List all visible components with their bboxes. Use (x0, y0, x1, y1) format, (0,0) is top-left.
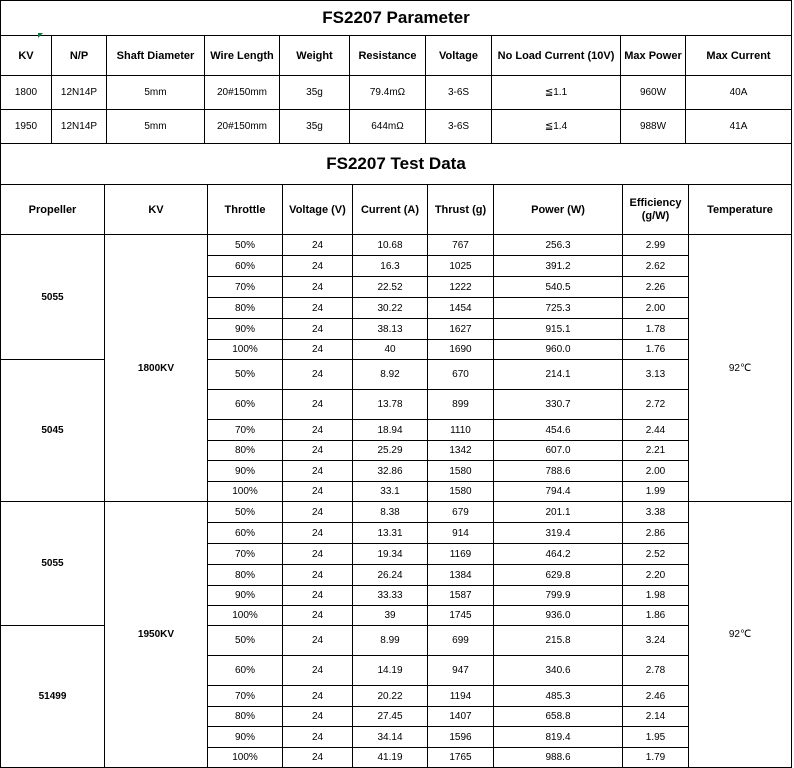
efficiency-cell: 2.44 (623, 420, 689, 441)
current-cell: 40 (353, 340, 428, 360)
voltage-cell: 24 (283, 360, 353, 390)
power-cell: 340.6 (494, 656, 623, 686)
efficiency-cell: 2.86 (623, 523, 689, 544)
voltage-cell: 24 (283, 277, 353, 298)
propeller-cell: 5045 (1, 360, 105, 502)
throttle-cell: 80% (208, 707, 283, 727)
voltage-cell: 24 (283, 319, 353, 340)
throttle-cell: 50% (208, 360, 283, 390)
table-cell: 41A (686, 110, 792, 144)
power-cell: 915.1 (494, 319, 623, 340)
table-cell: 3-6S (426, 76, 492, 110)
voltage-cell: 24 (283, 606, 353, 626)
current-cell: 33.33 (353, 586, 428, 606)
efficiency-cell: 1.98 (623, 586, 689, 606)
current-cell: 27.45 (353, 707, 428, 727)
efficiency-cell: 2.26 (623, 277, 689, 298)
current-cell: 19.34 (353, 544, 428, 565)
throttle-cell: 90% (208, 727, 283, 748)
throttle-cell: 60% (208, 256, 283, 277)
current-cell: 20.22 (353, 686, 428, 707)
throttle-cell: 90% (208, 461, 283, 482)
efficiency-cell: 3.24 (623, 626, 689, 656)
throttle-cell: 60% (208, 656, 283, 686)
throttle-cell: 70% (208, 686, 283, 707)
power-cell: 454.6 (494, 420, 623, 441)
table-cell: 35g (280, 110, 350, 144)
voltage-cell: 24 (283, 523, 353, 544)
table-cell: 20#150mm (205, 110, 280, 144)
header-voltage: Voltage (426, 36, 492, 76)
power-cell: 725.3 (494, 298, 623, 319)
voltage-cell: 24 (283, 256, 353, 277)
header-thrust: Thrust (g) (428, 185, 494, 235)
header-resistance: Resistance (350, 36, 426, 76)
throttle-cell: 100% (208, 340, 283, 360)
throttle-cell: 90% (208, 586, 283, 606)
current-cell: 39 (353, 606, 428, 626)
throttle-cell: 60% (208, 523, 283, 544)
thrust-cell: 1627 (428, 319, 494, 340)
thrust-cell: 1745 (428, 606, 494, 626)
power-cell: 256.3 (494, 235, 623, 256)
thrust-cell: 670 (428, 360, 494, 390)
voltage-cell: 24 (283, 748, 353, 768)
kv-cell: 1950KV (105, 502, 208, 768)
table-cell: 12N14P (52, 76, 107, 110)
table-cell: 3-6S (426, 110, 492, 144)
throttle-cell: 100% (208, 482, 283, 502)
header-power: Power (W) (494, 185, 623, 235)
efficiency-cell: 2.62 (623, 256, 689, 277)
propeller-cell: 5055 (1, 502, 105, 626)
header-no-load-current: No Load Current (10V) (492, 36, 621, 76)
temperature-cell: 92℃ (689, 502, 792, 768)
thrust-cell: 1580 (428, 461, 494, 482)
thrust-cell: 1454 (428, 298, 494, 319)
power-cell: 391.2 (494, 256, 623, 277)
power-cell: 788.6 (494, 461, 623, 482)
thrust-cell: 914 (428, 523, 494, 544)
throttle-cell: 50% (208, 235, 283, 256)
efficiency-cell: 2.99 (623, 235, 689, 256)
header-kv: KV (105, 185, 208, 235)
thrust-cell: 899 (428, 390, 494, 420)
thrust-cell: 679 (428, 502, 494, 523)
efficiency-cell: 2.46 (623, 686, 689, 707)
power-cell: 799.9 (494, 586, 623, 606)
thrust-cell: 1580 (428, 482, 494, 502)
power-cell: 607.0 (494, 441, 623, 461)
header-temperature: Temperature (689, 185, 792, 235)
parameter-row (1, 76, 792, 110)
efficiency-cell: 2.72 (623, 390, 689, 420)
thrust-cell: 1222 (428, 277, 494, 298)
current-cell: 33.1 (353, 482, 428, 502)
power-cell: 215.8 (494, 626, 623, 656)
throttle-cell: 60% (208, 390, 283, 420)
current-cell: 8.99 (353, 626, 428, 656)
header-max-power: Max Power (621, 36, 686, 76)
thrust-cell: 1194 (428, 686, 494, 707)
table-cell: 35g (280, 76, 350, 110)
test-table-title: FS2207 Test Data (1, 144, 792, 185)
thrust-cell: 1342 (428, 441, 494, 461)
cell-comment-marker (38, 33, 43, 38)
current-cell: 14.19 (353, 656, 428, 686)
current-cell: 26.24 (353, 565, 428, 586)
header-kv: KV (1, 36, 52, 76)
throttle-cell: 80% (208, 441, 283, 461)
throttle-cell: 80% (208, 298, 283, 319)
parameter-header-row (1, 36, 792, 76)
voltage-cell: 24 (283, 298, 353, 319)
voltage-cell: 24 (283, 235, 353, 256)
thrust-cell: 947 (428, 656, 494, 686)
voltage-cell: 24 (283, 656, 353, 686)
current-cell: 8.92 (353, 360, 428, 390)
test-data-table (0, 143, 792, 768)
voltage-cell: 24 (283, 686, 353, 707)
voltage-cell: 24 (283, 420, 353, 441)
power-cell: 330.7 (494, 390, 623, 420)
throttle-cell: 50% (208, 626, 283, 656)
propeller-cell: 51499 (1, 626, 105, 768)
efficiency-cell: 2.20 (623, 565, 689, 586)
table-cell: 5mm (107, 76, 205, 110)
efficiency-cell: 1.99 (623, 482, 689, 502)
efficiency-cell: 1.76 (623, 340, 689, 360)
table-cell: 5mm (107, 110, 205, 144)
voltage-cell: 24 (283, 340, 353, 360)
propeller-cell: 5055 (1, 235, 105, 360)
thrust-cell: 1587 (428, 586, 494, 606)
thrust-cell: 1025 (428, 256, 494, 277)
header-current: Current (A) (353, 185, 428, 235)
current-cell: 30.22 (353, 298, 428, 319)
throttle-cell: 80% (208, 565, 283, 586)
thrust-cell: 1596 (428, 727, 494, 748)
table-cell: 79.4mΩ (350, 76, 426, 110)
thrust-cell: 1169 (428, 544, 494, 565)
power-cell: 658.8 (494, 707, 623, 727)
power-cell: 214.1 (494, 360, 623, 390)
current-cell: 25.29 (353, 441, 428, 461)
table-row (1, 235, 792, 256)
temperature-cell: 92℃ (689, 235, 792, 502)
current-cell: 32.86 (353, 461, 428, 482)
voltage-cell: 24 (283, 565, 353, 586)
power-cell: 485.3 (494, 686, 623, 707)
table-cell: 960W (621, 76, 686, 110)
table-cell: 12N14P (52, 110, 107, 144)
thrust-cell: 699 (428, 626, 494, 656)
header-weight: Weight (280, 36, 350, 76)
thrust-cell: 1110 (428, 420, 494, 441)
current-cell: 8.38 (353, 502, 428, 523)
throttle-cell: 90% (208, 319, 283, 340)
thrust-cell: 1765 (428, 748, 494, 768)
parameter-row (1, 110, 792, 144)
voltage-cell: 24 (283, 390, 353, 420)
table-cell: 644mΩ (350, 110, 426, 144)
table-cell: 20#150mm (205, 76, 280, 110)
current-cell: 10.68 (353, 235, 428, 256)
efficiency-cell: 2.78 (623, 656, 689, 686)
power-cell: 794.4 (494, 482, 623, 502)
throttle-cell: 50% (208, 502, 283, 523)
header-np: N/P (52, 36, 107, 76)
header-efficiency: Efficiency (g/W) (623, 185, 689, 235)
efficiency-cell: 2.21 (623, 441, 689, 461)
header-wire-length: Wire Length (205, 36, 280, 76)
efficiency-cell: 2.00 (623, 461, 689, 482)
throttle-cell: 100% (208, 606, 283, 626)
power-cell: 988.6 (494, 748, 623, 768)
header-propeller: Propeller (1, 185, 105, 235)
current-cell: 38.13 (353, 319, 428, 340)
throttle-cell: 70% (208, 277, 283, 298)
table-cell: ≦1.4 (492, 110, 621, 144)
voltage-cell: 24 (283, 707, 353, 727)
efficiency-cell: 1.79 (623, 748, 689, 768)
header-shaft-diameter: Shaft Diameter (107, 36, 205, 76)
power-cell: 819.4 (494, 727, 623, 748)
table-cell: 988W (621, 110, 686, 144)
power-cell: 960.0 (494, 340, 623, 360)
efficiency-cell: 2.14 (623, 707, 689, 727)
efficiency-cell: 3.13 (623, 360, 689, 390)
current-cell: 34.14 (353, 727, 428, 748)
voltage-cell: 24 (283, 586, 353, 606)
thrust-cell: 1690 (428, 340, 494, 360)
efficiency-cell: 2.52 (623, 544, 689, 565)
current-cell: 41.19 (353, 748, 428, 768)
table-cell: ≦1.1 (492, 76, 621, 110)
table-cell: 40A (686, 76, 792, 110)
voltage-cell: 24 (283, 441, 353, 461)
test-header-row (1, 185, 792, 235)
power-cell: 936.0 (494, 606, 623, 626)
voltage-cell: 24 (283, 502, 353, 523)
kv-cell: 1800KV (105, 235, 208, 502)
table-row (1, 502, 792, 523)
header-voltage: Voltage (V) (283, 185, 353, 235)
parameter-table-title: FS2207 Parameter (1, 1, 792, 36)
current-cell: 13.78 (353, 390, 428, 420)
voltage-cell: 24 (283, 727, 353, 748)
thrust-cell: 767 (428, 235, 494, 256)
header-throttle: Throttle (208, 185, 283, 235)
efficiency-cell: 1.78 (623, 319, 689, 340)
voltage-cell: 24 (283, 626, 353, 656)
efficiency-cell: 2.00 (623, 298, 689, 319)
efficiency-cell: 1.86 (623, 606, 689, 626)
power-cell: 540.5 (494, 277, 623, 298)
current-cell: 16.3 (353, 256, 428, 277)
table-cell: 1950 (1, 110, 52, 144)
current-cell: 22.52 (353, 277, 428, 298)
throttle-cell: 100% (208, 748, 283, 768)
current-cell: 13.31 (353, 523, 428, 544)
efficiency-cell: 3.38 (623, 502, 689, 523)
voltage-cell: 24 (283, 544, 353, 565)
power-cell: 629.8 (494, 565, 623, 586)
throttle-cell: 70% (208, 544, 283, 565)
efficiency-cell: 1.95 (623, 727, 689, 748)
power-cell: 464.2 (494, 544, 623, 565)
voltage-cell: 24 (283, 482, 353, 502)
throttle-cell: 70% (208, 420, 283, 441)
power-cell: 201.1 (494, 502, 623, 523)
table-cell: 1800 (1, 76, 52, 110)
thrust-cell: 1384 (428, 565, 494, 586)
thrust-cell: 1407 (428, 707, 494, 727)
current-cell: 18.94 (353, 420, 428, 441)
power-cell: 319.4 (494, 523, 623, 544)
parameter-table (0, 0, 792, 144)
voltage-cell: 24 (283, 461, 353, 482)
header-max-current: Max Current (686, 36, 792, 76)
